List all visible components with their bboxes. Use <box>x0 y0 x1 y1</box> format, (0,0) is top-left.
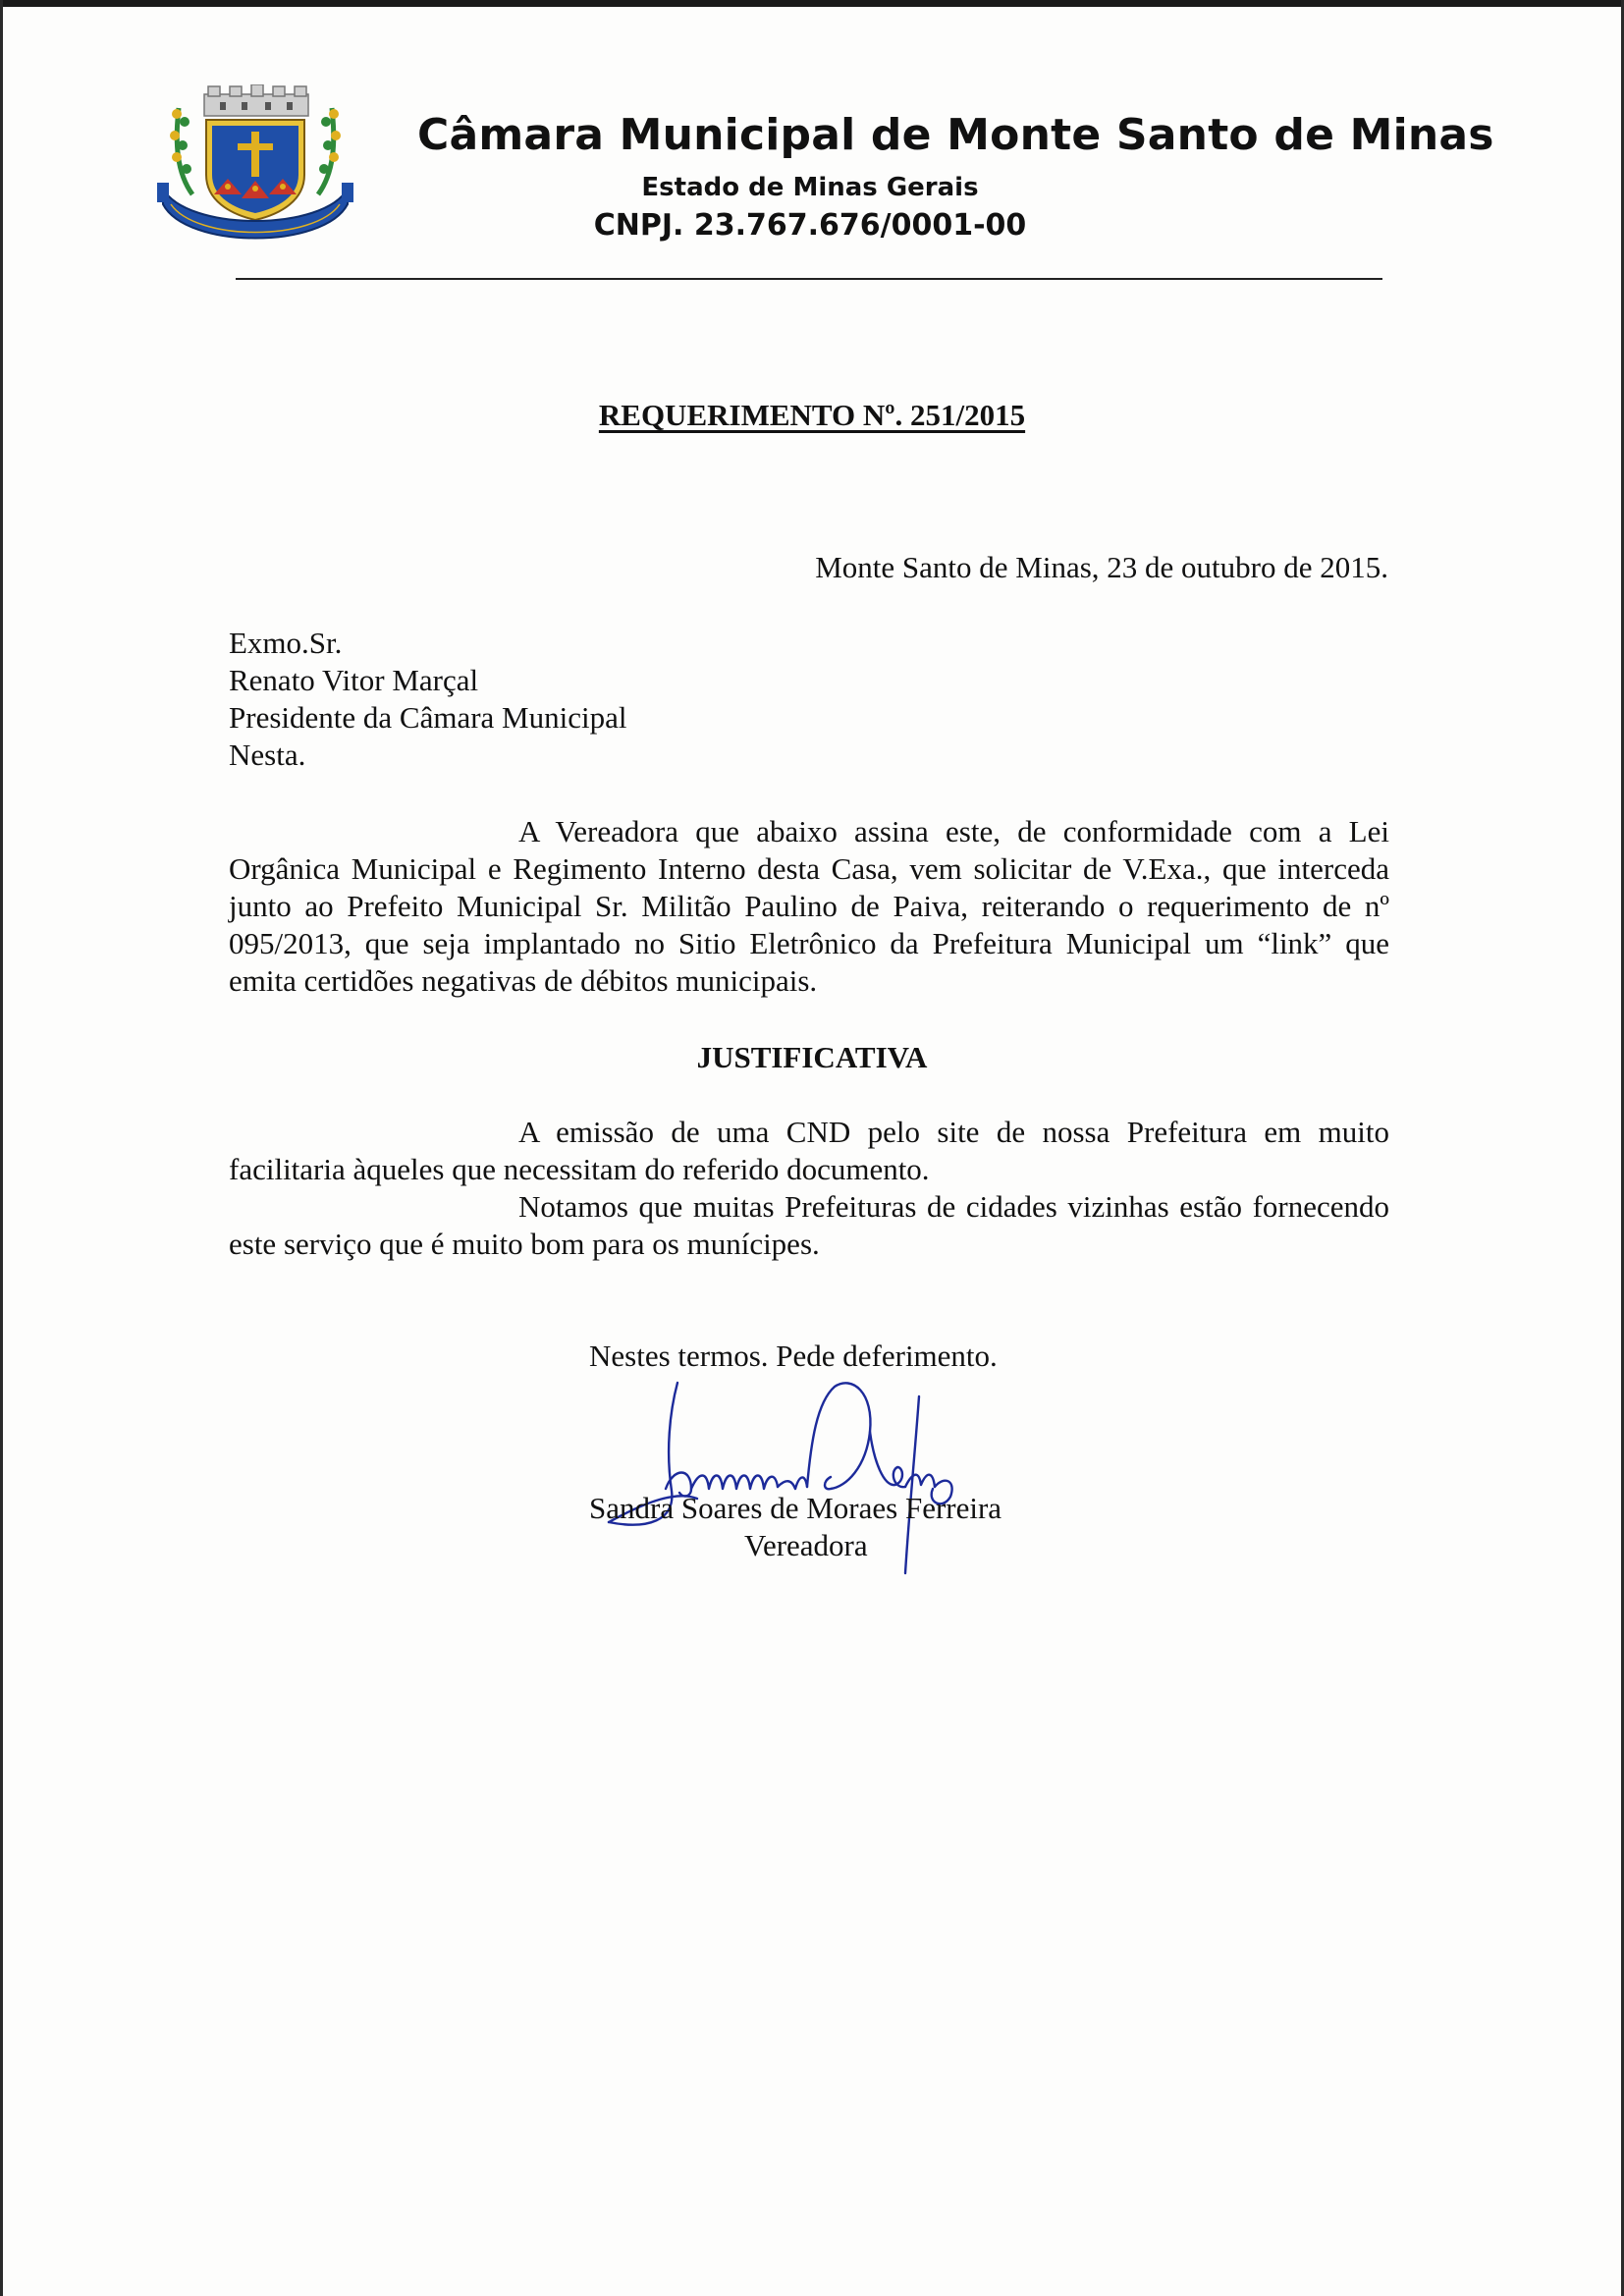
signer-name: Sandra Soares de Moraes Ferreira <box>589 1491 1002 1525</box>
justification-heading: JUSTIFICATIVA <box>696 1040 928 1074</box>
addressee-location: Nesta. <box>229 738 306 772</box>
document-title: REQUERIMENTO Nº. 251/2015 <box>598 398 1026 432</box>
signer-role: Vereadora <box>744 1528 868 1562</box>
cnpj-number: CNPJ. 23.767.676/0001-00 <box>593 208 1027 243</box>
closing-line: Nestes termos. Pede deferimento. <box>589 1339 998 1373</box>
addressee-block <box>229 625 626 774</box>
justification-paragraph-2: Notamos que muitas Prefeituras de cidades vizinhas estão fornecendo este serviço que é muito bom para os munícipes. <box>229 1189 1389 1261</box>
scan-left-edge <box>0 0 3 2296</box>
addressee-name: Renato Vitor Marçal <box>229 663 479 697</box>
addressee-position: Presidente da Câmara Municipal <box>229 700 627 735</box>
document-date: Monte Santo de Minas, 23 de outubro de 2015. <box>815 550 1388 584</box>
request-body: A Vereadora que abaixo assina este, de conformidade com a Lei Orgânica Municipal e Regimento Interno desta Casa, vem solicitar de V.Exa., que interceda junto ao Prefeito Municipal Sr. Militão Paulino de Paiva, reiterando o requerimento de nº 095/2013, que seja implantado no Sitio Eletrônico da Prefeitura Municipal um “link” que emita certidões negativas de débitos municipais. <box>229 814 1389 998</box>
chamber-name: Câmara Municipal de Monte Santo de Minas <box>417 110 1494 160</box>
header-divider <box>236 278 1382 280</box>
municipal-crest-logo <box>157 84 353 263</box>
justification-paragraph-1: A emissão de uma CND pelo site de nossa Prefeitura em muito facilitaria àqueles que necessitam do referido documento. <box>229 1115 1389 1186</box>
scan-top-edge <box>0 0 1624 7</box>
addressee-salutation: Exmo.Sr. <box>229 626 343 660</box>
state-name: Estado de Minas Gerais <box>641 173 979 202</box>
